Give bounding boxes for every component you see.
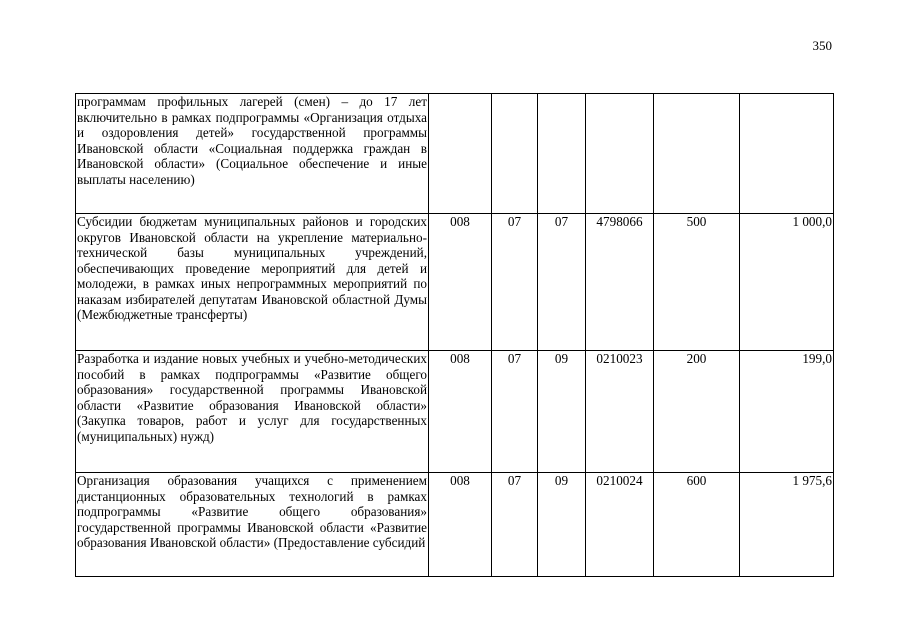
amount <box>740 94 834 214</box>
ministry-code: 008 <box>429 473 492 577</box>
row-description: Субсидии бюджетам муниципальных районов и городских округов Ивановской области на укрепление материально-технической базы муниципальных учреждений, обеспечивающих проведение мероприятий для детей и молодежи, в рамках иных непрограммных мероприятий по наказам избирателей депутатам Ивановской областной Думы (Межбюджетные трансферты) <box>76 214 429 351</box>
page-number: 350 <box>812 38 832 53</box>
table-row <box>76 351 834 473</box>
section-code <box>492 94 538 214</box>
row-description: программам профильных лагерей (смен) – до 17 лет включительно в рамках подпрограммы «Организация отдыха и оздоровления детей» государственной программы Ивановской области «Социальная поддержка граждан в Ивановской области» (Социальное обеспечение и иные выплаты населению) <box>76 94 429 214</box>
row-description: Разработка и издание новых учебных и учебно-методических пособий в рамках подпрограммы «Развитие общего образования» государственной программы Ивановской области «Развитие образования Ивановской области» (Закупка товаров, работ и услуг для государственных (муниципальных) нужд) <box>76 351 429 473</box>
subsection-code: 09 <box>538 351 586 473</box>
section-code: 07 <box>492 351 538 473</box>
ministry-code: 008 <box>429 351 492 473</box>
subsection-code <box>538 94 586 214</box>
ministry-code: 008 <box>429 214 492 351</box>
row-description: Организация образования учащихся с применением дистанционных образовательных технологий в рамках подпрограммы «Развитие общего образования» государственной программы Ивановской области «Развитие образования Ивановской области» (Предоставление субсидий <box>76 473 429 577</box>
amount: 1 000,0 <box>740 214 834 351</box>
expense-type-code: 200 <box>654 351 740 473</box>
target-article-code: 4798066 <box>586 214 654 351</box>
target-article-code: 0210023 <box>586 351 654 473</box>
table-row <box>76 473 834 577</box>
ministry-code <box>429 94 492 214</box>
expense-type-code: 500 <box>654 214 740 351</box>
target-article-code: 0210024 <box>586 473 654 577</box>
subsection-code: 09 <box>538 473 586 577</box>
table-row <box>76 94 834 214</box>
expense-type-code: 600 <box>654 473 740 577</box>
amount: 1 975,6 <box>740 473 834 577</box>
section-code: 07 <box>492 214 538 351</box>
table-row <box>76 214 834 351</box>
budget-table <box>75 93 834 577</box>
amount: 199,0 <box>740 351 834 473</box>
target-article-code <box>586 94 654 214</box>
section-code: 07 <box>492 473 538 577</box>
expense-type-code <box>654 94 740 214</box>
subsection-code: 07 <box>538 214 586 351</box>
